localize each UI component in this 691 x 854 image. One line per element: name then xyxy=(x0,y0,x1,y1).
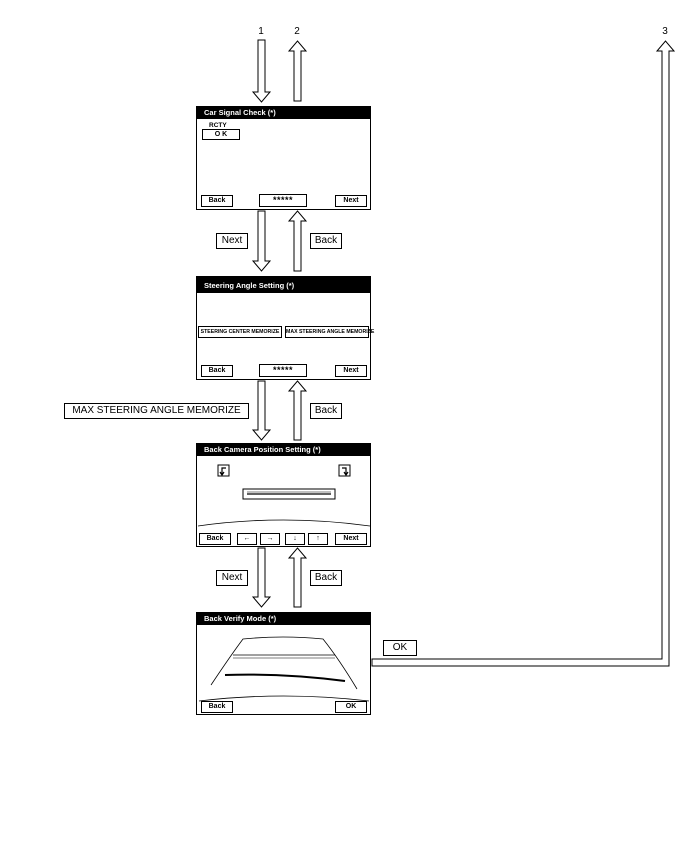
ok-return-arrow xyxy=(372,41,674,666)
back-button[interactable]: Back xyxy=(201,701,233,713)
screen-title: Steering Angle Setting (*) xyxy=(197,277,370,293)
back-camera-position-setting-screen xyxy=(196,443,371,547)
step-number-1: 1 xyxy=(258,26,264,37)
signal-label: RCTY xyxy=(209,122,227,129)
screen-title: Back Camera Position Setting (*) xyxy=(197,444,370,456)
signal-value-box: O K xyxy=(202,129,240,140)
rotate-right-icon xyxy=(339,465,350,476)
max-steering-angle-memorize-button[interactable]: MAX STEERING ANGLE MEMORIZE xyxy=(285,326,369,338)
step-number-2: 2 xyxy=(294,26,300,37)
arrow-up-icon xyxy=(289,381,306,440)
arrow-up-icon xyxy=(289,41,306,101)
back-button[interactable]: Back xyxy=(201,195,233,207)
left-arrow-button[interactable]: ← xyxy=(237,533,257,545)
arrow-down-icon xyxy=(253,381,270,440)
steering-angle-setting-screen xyxy=(196,276,375,380)
next-button[interactable]: Next xyxy=(335,195,367,207)
next-button[interactable]: Next xyxy=(335,365,367,377)
steering-center-memorize-button[interactable]: STEERING CENTER MEMORIZE xyxy=(198,326,282,338)
max-steering-angle-memorize-label: MAX STEERING ANGLE MEMORIZE xyxy=(64,403,249,419)
arrow-up-icon xyxy=(289,211,306,271)
ok-label: OK xyxy=(383,640,417,656)
arrow-down-icon xyxy=(253,548,270,607)
rotate-left-icon xyxy=(218,465,229,476)
right-arrow-button[interactable]: → xyxy=(260,533,280,545)
camera-adjust-graphic xyxy=(197,444,370,546)
arrow-down-icon xyxy=(253,40,270,102)
screen-title: Car Signal Check (*) xyxy=(197,107,370,119)
next-label: Next xyxy=(216,570,248,586)
screen-title: Back Verify Mode (*) xyxy=(197,613,370,625)
back-label: Back xyxy=(310,233,342,249)
back-button[interactable]: Back xyxy=(199,533,231,545)
code-display: ***** xyxy=(259,194,307,207)
arrow-up-icon xyxy=(289,548,306,607)
down-arrow-button[interactable]: ↓ xyxy=(285,533,305,545)
code-display: ***** xyxy=(259,364,307,377)
back-label: Back xyxy=(310,403,342,419)
step-number-3: 3 xyxy=(662,26,668,37)
back-verify-mode-screen xyxy=(196,612,371,715)
next-button[interactable]: Next xyxy=(335,533,367,545)
next-label: Next xyxy=(216,233,248,249)
up-arrow-button[interactable]: ↑ xyxy=(308,533,328,545)
parking-guide-lines xyxy=(197,613,370,714)
back-button[interactable]: Back xyxy=(201,365,233,377)
car-signal-check-screen xyxy=(196,106,371,210)
back-label: Back xyxy=(310,570,342,586)
ok-button[interactable]: OK xyxy=(335,701,367,713)
arrow-down-icon xyxy=(253,211,270,271)
